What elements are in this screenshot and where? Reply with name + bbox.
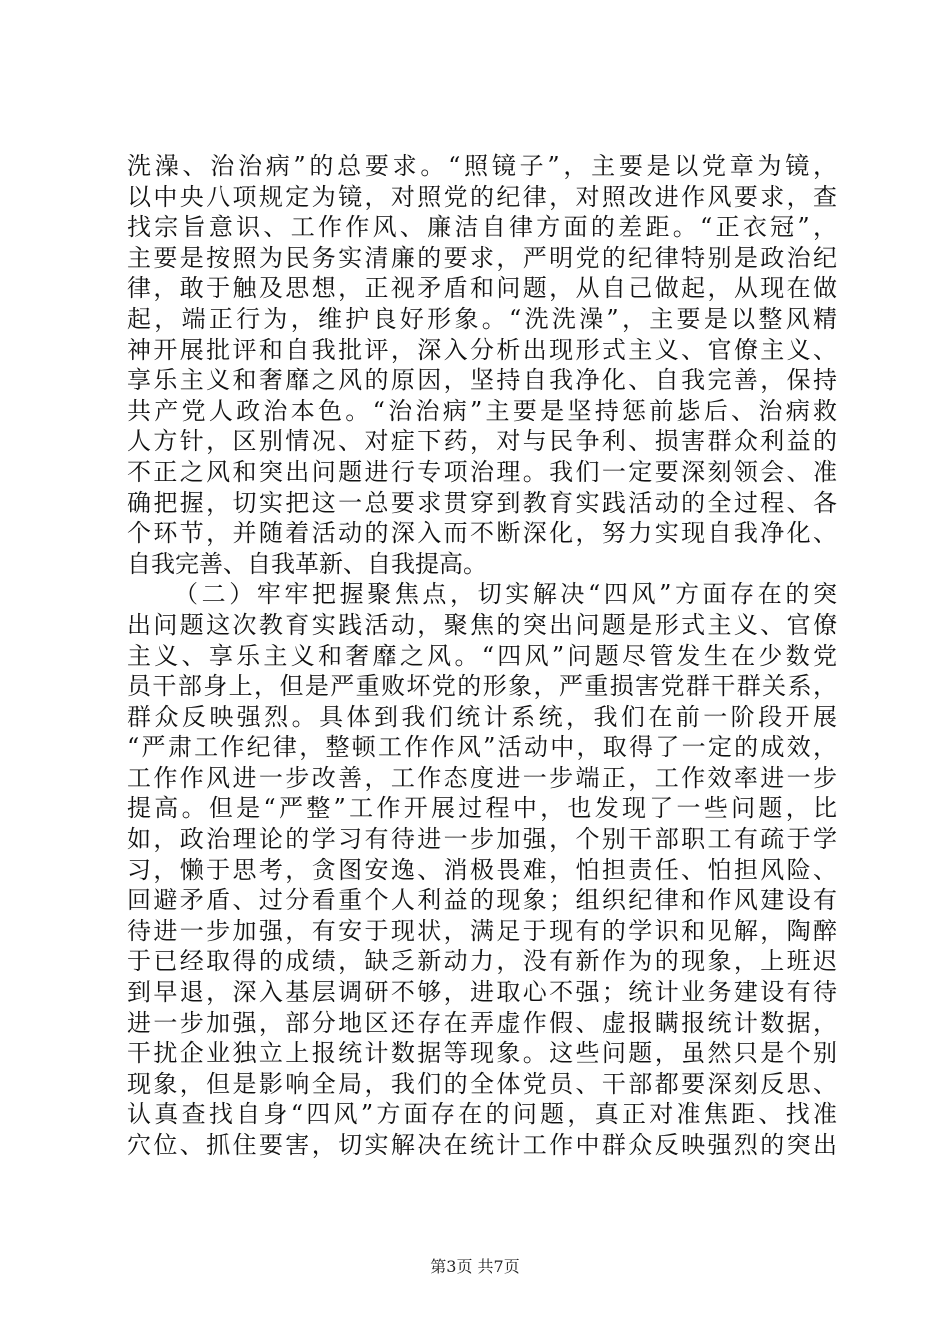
- text-line: 习，懒于思考，贪图安逸、消极畏难，怕担责任、怕担风险、: [127, 855, 837, 884]
- text-line: 确把握，切实把这一总要求贯穿到教育实践活动的全过程、各: [127, 488, 837, 517]
- text-line: 于已经取得的成绩，缺乏新动力，没有新作为的现象，上班迟: [127, 947, 837, 976]
- text-line: 主要是按照为民务实清廉的要求，严明党的纪律特别是政治纪: [127, 243, 837, 272]
- text-line: 进一步加强，部分地区还存在弄虚作假、虚报瞒报统计数据，: [127, 1008, 837, 1037]
- text-line: 干扰企业独立上报统计数据等现象。这些问题，虽然只是个别: [127, 1039, 837, 1068]
- text-line: （二）牢牢把握聚焦点，切实解决“四风”方面存在的突: [174, 580, 837, 609]
- text-line: 律，敢于触及思想，正视矛盾和问题，从自己做起，从现在做: [127, 274, 837, 303]
- text-line: 以中央八项规定为镜，对照党的纪律，对照改进作风要求，查: [127, 182, 837, 211]
- text-line: 自我完善、自我革新、自我提高。: [127, 549, 487, 578]
- text-line: 群众反映强烈。具体到我们统计系统，我们在前一阶段开展: [127, 702, 837, 731]
- text-line: 提高。但是“严整”工作开展过程中，也发现了一些问题，比: [127, 794, 837, 823]
- text-line: 出问题这次教育实践活动，聚焦的突出问题是形式主义、官僚: [127, 610, 837, 639]
- text-line: 主义、享乐主义和奢靡之风。“四风”问题尽管发生在少数党: [127, 641, 837, 670]
- text-line: 共产党人政治本色。“治治病”主要是坚持惩前毖后、治病救: [127, 396, 837, 425]
- text-line: 回避矛盾、过分看重个人利益的现象；组织纪律和作风建设有: [127, 886, 837, 915]
- text-line: 个环节，并随着活动的深入而不断深化，努力实现自我净化、: [127, 519, 837, 548]
- text-line: 现象，但是影响全局，我们的全体党员、干部都要深刻反思、: [127, 1069, 837, 1098]
- text-line: 工作作风进一步改善，工作态度进一步端正，工作效率进一步: [127, 763, 837, 792]
- text-line: 到早退，深入基层调研不够，进取心不强；统计业务建设有待: [127, 978, 837, 1007]
- text-line: 穴位、抓住要害，切实解决在统计工作中群众反映强烈的突出: [127, 1131, 837, 1159]
- text-line: 神开展批评和自我批评，深入分析出现形式主义、官僚主义、: [127, 335, 837, 364]
- text-line: 认真查找自身“四风”方面存在的问题，真正对准焦距、找准: [127, 1100, 837, 1129]
- text-line: 员干部身上，但是严重败坏党的形象，严重损害党群干群关系，: [127, 672, 837, 701]
- text-line: 待进一步加强，有安于现状，满足于现有的学识和见解，陶醉: [127, 916, 837, 945]
- body-text: [127, 151, 837, 1161]
- text-line: 起，端正行为，维护良好形象。“洗洗澡”，主要是以整风精: [127, 304, 837, 333]
- text-line: 洗澡、治治病”的总要求。“照镜子”，主要是以党章为镜，: [127, 152, 837, 180]
- text-line: 不正之风和突出问题进行专项治理。我们一定要深刻领会、准: [127, 457, 837, 486]
- text-line: 如，政治理论的学习有待进一步加强，个别干部职工有疏于学: [127, 825, 837, 854]
- text-line: 享乐主义和奢靡之风的原因，坚持自我净化、自我完善，保持: [127, 366, 837, 395]
- text-line: 人方针，区别情况、对症下药，对与民争利、损害群众利益的: [127, 427, 837, 456]
- text-line: “严肃工作纪律，整顿工作作风”活动中，取得了一定的成效，: [127, 733, 837, 762]
- text-line: 找宗旨意识、工作作风、廉洁自律方面的差距。“正衣冠”，: [127, 213, 837, 242]
- page-footer: 第3页 共7页: [430, 1257, 520, 1276]
